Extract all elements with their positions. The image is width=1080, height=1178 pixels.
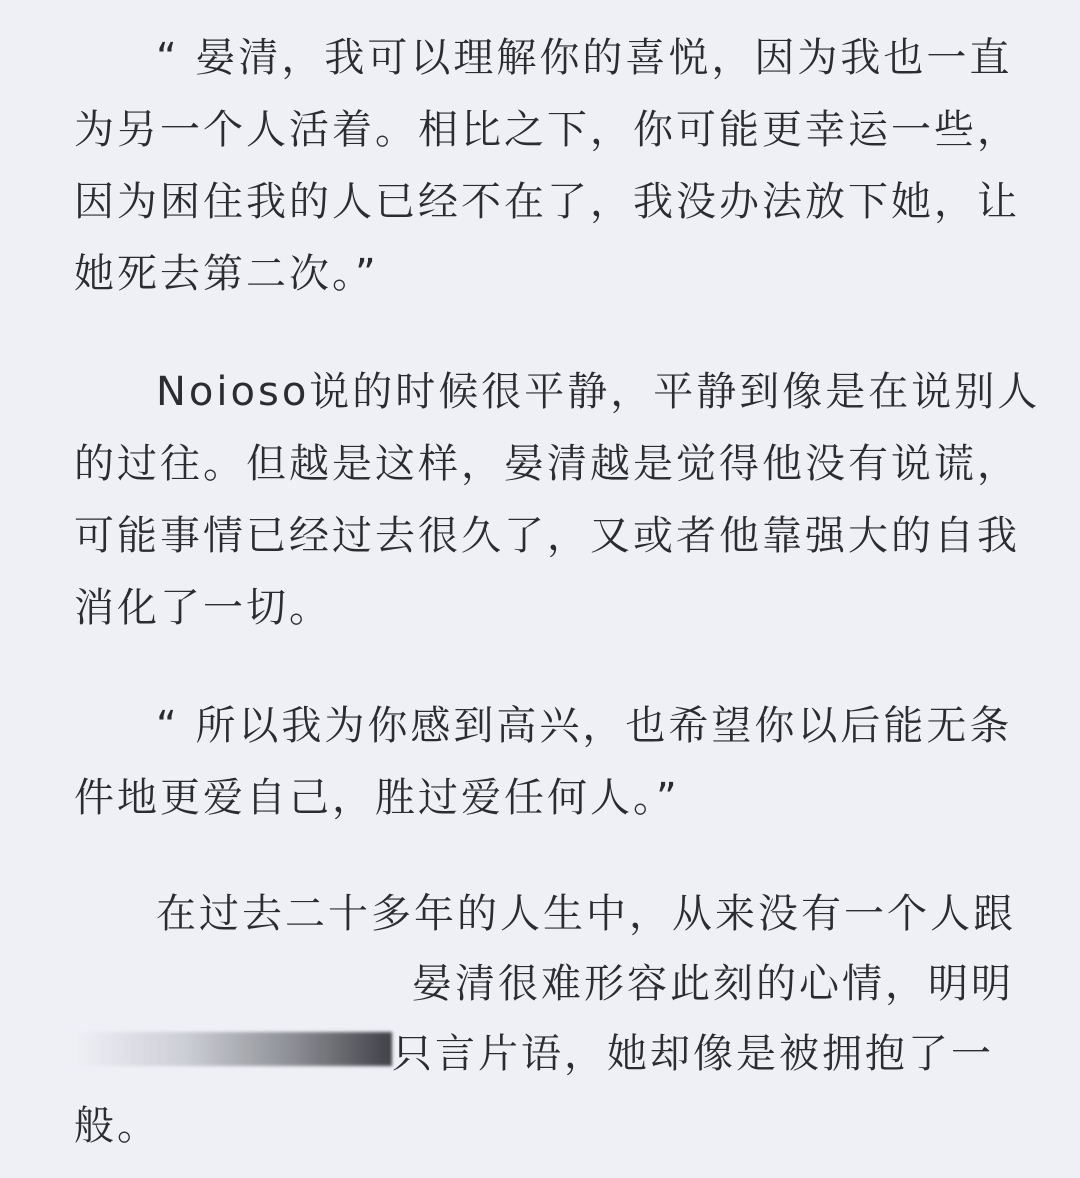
paragraph-1-line-1: “ 晏清，我可以理解你的喜悦，因为我也一直	[156, 35, 1013, 81]
paragraph-3-line-2: 件地更爱自己，胜过爱任何人。”	[74, 775, 680, 821]
paragraph-4-line-1: 在过去二十多年的人生中，从来没有一个人跟	[156, 891, 1016, 937]
paragraph-3-line-1: “ 所以我为你感到高兴，也希望你以后能无条	[156, 703, 1013, 749]
paragraph-4-line-4: 般。	[74, 1103, 160, 1149]
paragraph-2-line-2: 的过往。但越是这样，晏清越是觉得他没有说谎，	[74, 441, 1020, 487]
redaction-smudge	[74, 1032, 392, 1066]
paragraph-1-line-3: 因为困住我的人已经不在了，我没办法放下她，让	[74, 179, 1020, 225]
paragraph-4-line-2: 晏清很难形容此刻的心情，明明	[412, 961, 1014, 1007]
paragraph-1-line-2: 为另一个人活着。相比之下，你可能更幸运一些，	[74, 107, 1020, 153]
paragraph-2-line-3: 可能事情已经过去很久了，又或者他靠强大的自我	[74, 513, 1020, 559]
paragraph-2-line-1: Noioso说的时候很平静，平静到像是在说别人	[156, 369, 1041, 415]
paragraph-2-line-4: 消化了一切。	[74, 585, 332, 631]
paragraph-4-line-3: 只言片语，她却像是被拥抱了一	[392, 1031, 994, 1077]
paragraph-1-line-4: 她死去第二次。”	[74, 251, 379, 297]
